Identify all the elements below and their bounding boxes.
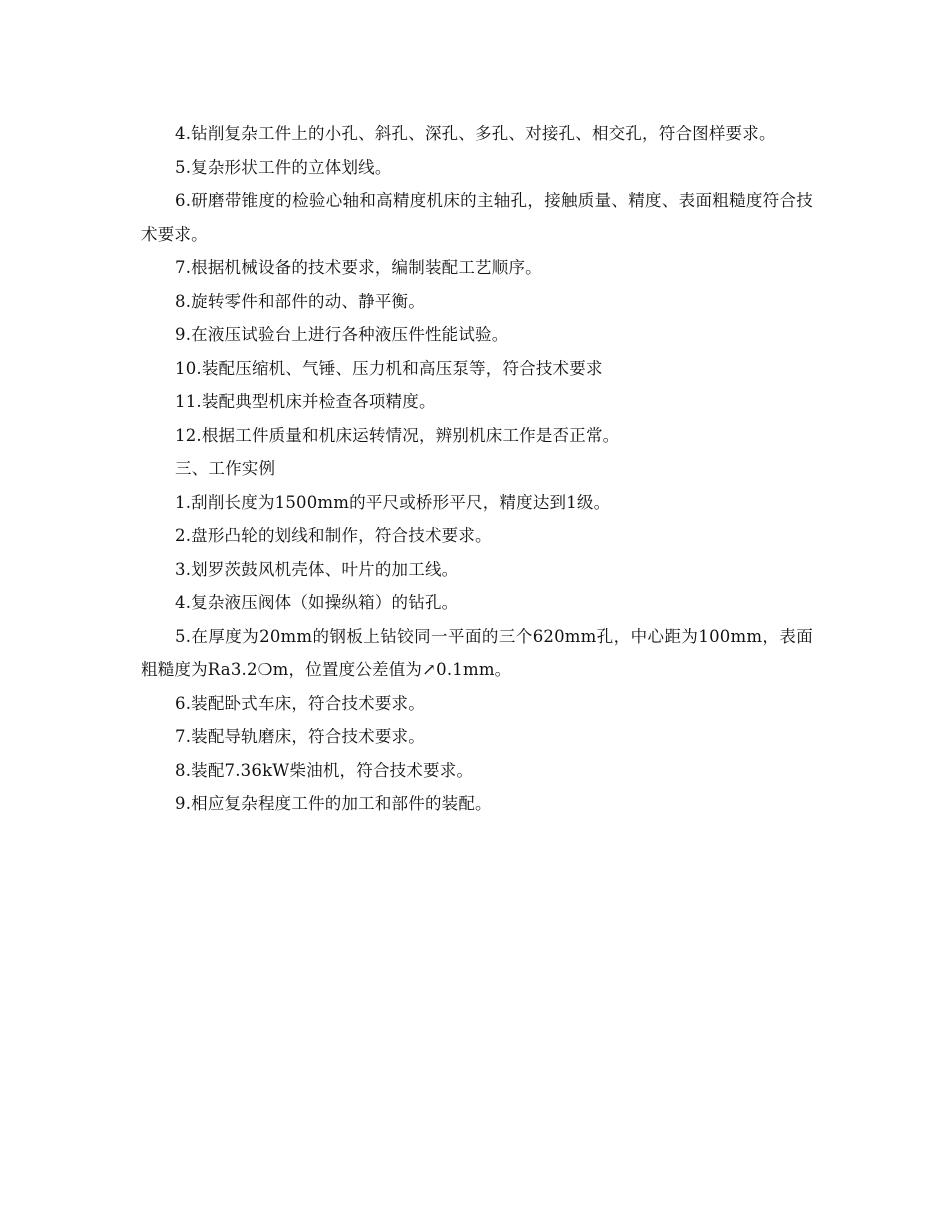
paragraph-example-2: 2.盘形凸轮的划线和制作，符合技术要求。 (175, 526, 492, 545)
section-heading-work-examples: 三、工作实例 (175, 459, 276, 478)
paragraph-skill-9: 9.在液压试验台上进行各种液压件性能试验。 (175, 325, 509, 344)
paragraph-skill-6: 6.研磨带锥度的检验心轴和高精度机床的主轴孔，接触质量、精度、表面粗糙度符合技术要求。 (141, 191, 813, 244)
paragraph-example-5: 5.在厚度为20mm的钢板上钻铰同一平面的三个620mm孔，中心距为100mm，表面粗糙度为Ra3.2❍m，位置度公差值为↗0.1mm。 (141, 626, 813, 679)
paragraph-skill-4: 4.钻削复杂工件上的小孔、斜孔、深孔、多孔、对接孔、相交孔，符合图样要求。 (175, 124, 776, 143)
paragraph-skill-5: 5.复杂形状工件的立体划线。 (175, 157, 392, 177)
paragraph-example-7: 7.装配导轨磨床，符合技术要求。 (175, 727, 425, 746)
paragraph-example-9: 9.相应复杂程度工件的加工和部件的装配。 (175, 794, 492, 813)
paragraph-example-4: 4.复杂液压阀体（如操纵箱）的钻孔。 (175, 593, 459, 612)
paragraph-example-6: 6.装配卧式车床，符合技术要求。 (175, 693, 425, 713)
paragraph-skill-10: 10.装配压缩机、气锤、压力机和高压泵等，符合技术要求 (175, 358, 603, 378)
paragraph-skill-12: 12.根据工件质量和机床运转情况，辨别机床工作是否正常。 (175, 425, 620, 445)
paragraph-skill-7: 7.根据机械设备的技术要求，编制装配工艺顺序。 (175, 258, 542, 277)
paragraph-skill-11: 11.装配典型机床并检查各项精度。 (175, 392, 436, 411)
paragraph-example-1: 1.刮削长度为1500mm的平尺或桥形平尺，精度达到1级。 (175, 492, 611, 512)
paragraph-skill-8: 8.旋转零件和部件的动、静平衡。 (175, 291, 425, 311)
document-body (141, 117, 813, 821)
paragraph-example-3: 3.划罗茨鼓风机壳体、叶片的加工线。 (175, 559, 459, 579)
paragraph-example-8: 8.装配7.36kW柴油机，符合技术要求。 (175, 760, 474, 780)
